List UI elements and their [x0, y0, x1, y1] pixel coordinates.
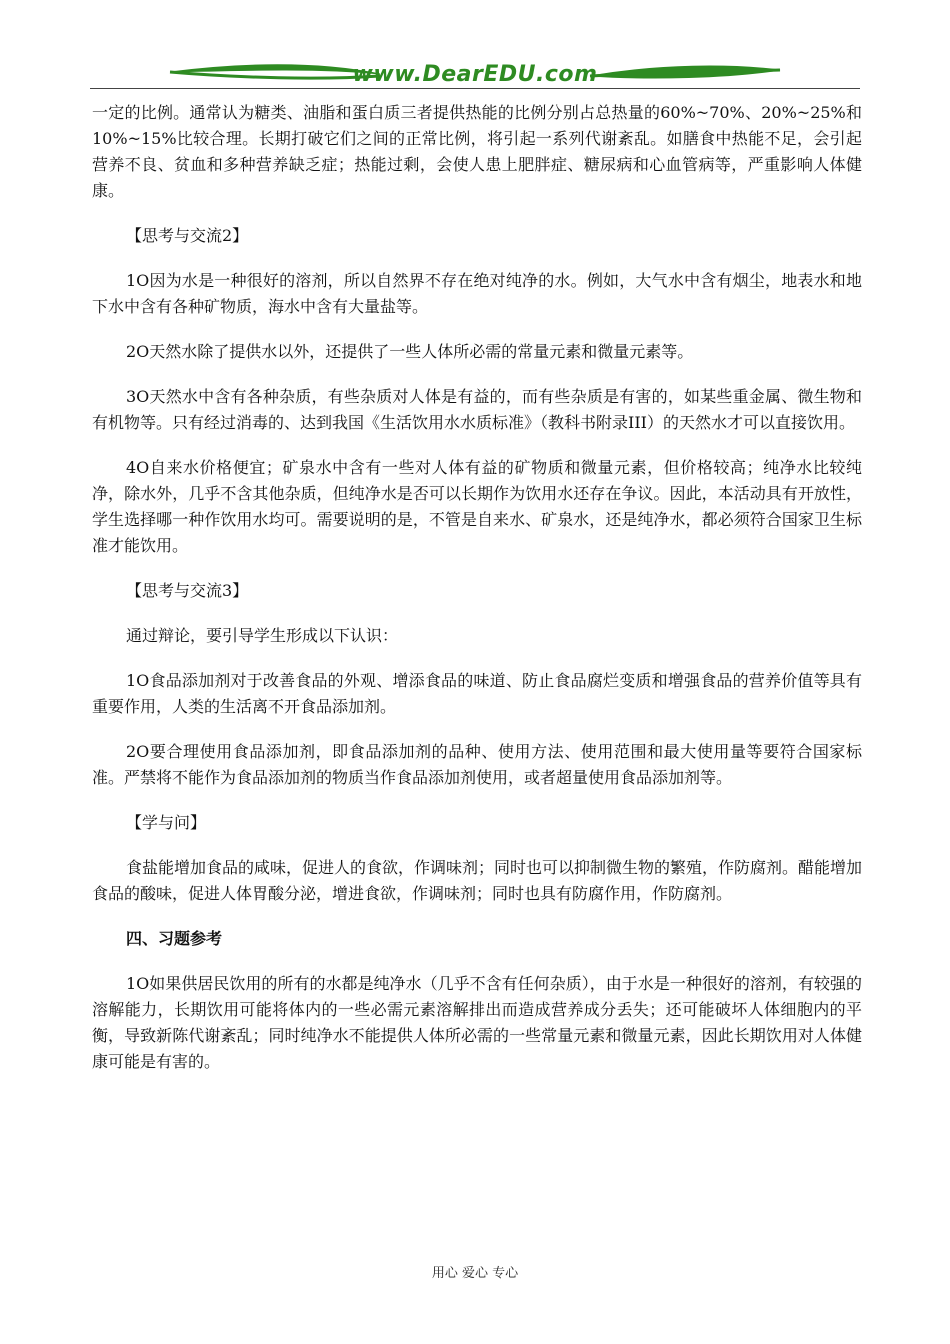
paragraph-item-2b: 2O要合理使用食品添加剂，即食品添加剂的品种、使用方法、使用范围和最大使用量等要符合国家标准。严禁将不能作为食品添加剂的物质当作食品添加剂使用，或者超量使用食品添加剂等。 — [92, 742, 862, 787]
section-label-learn-ask: 【学与问】 — [126, 813, 207, 832]
paragraph-item-1b: 1O食品添加剂对于改善食品的外观、增添食品的味道、防止食品腐烂变质和增强食品的营养价值等具有重要作用，人类的生活离不开食品添加剂。 — [92, 671, 862, 716]
paragraph-intro: 通过辩论，要引导学生形成以下认识： — [126, 626, 399, 645]
site-banner — [90, 58, 860, 92]
paragraph-exercise-1: 1O如果供居民饮用的所有的水都是纯净水（几乎不含有任何杂质），由于水是一种很好的溶剂，有较强的溶解能力，长期饮用可能将体内的一些必需元素溶解排出而造成营养成分丢失；还可能破坏人体细胞内的平衡，导致新陈代谢紊乱；同时纯净水不能提供人体所必需的一些常量元素和微量元素，因此长期饮用对人体健康可能是有害的。 — [92, 974, 862, 1071]
paragraph-item-2: 2O天然水除了提供水以外，还提供了一些人体所必需的常量元素和微量元素等。 — [126, 342, 694, 361]
document-body — [92, 100, 862, 1094]
section-label-think-3: 【思考与交流3】 — [126, 581, 249, 600]
paragraph-item-1: 1O因为水是一种很好的溶剂，所以自然界不存在绝对纯净的水。例如，大气水中含有烟尘，地表水和地下水中含有各种矿物质，海水中含有大量盐等。 — [92, 271, 862, 316]
page-footer: 用心 爱心 专心 — [431, 1266, 519, 1281]
section-label-think-2: 【思考与交流2】 — [126, 226, 249, 245]
paragraph-item-3: 3O天然水中含有各种杂质，有些杂质对人体是有益的，而有些杂质是有害的，如某些重金属、微生物和有机物等。只有经过消毒的、达到我国《生活饮用水水质标准》（教科书附录III）的天然水才可以直接饮用。 — [92, 387, 862, 432]
paragraph-salt-vinegar: 食盐能增加食品的咸味，促进人的食欲，作调味剂；同时也可以抑制微生物的繁殖，作防腐剂。醋能增加食品的酸味，促进人体胃酸分泌，增进食欲，作调味剂；同时也具有防腐作用，作防腐剂。 — [92, 858, 863, 903]
site-url: www.DearEDU.com — [352, 62, 598, 87]
paragraph-item-4: 4O自来水价格便宜；矿泉水中含有一些对人体有益的矿物质和微量元素，但价格较高；纯净水比较纯净，除水外，几乎不含其他杂质，但纯净水是否可以长期作为饮用水还存在争议。因此，本活动具有开放性，学生选择哪一种作饮用水均可。需要说明的是，不管是自来水、矿泉水，还是纯净水，都必须符合国家卫生标准才能饮用。 — [92, 458, 862, 555]
header-divider — [90, 88, 860, 89]
paragraph-continuation: 一定的比例。通常认为糖类、油脂和蛋白质三者提供热能的比例分别占总热量的60%~70%、20%~25%和10%~15%比较合理。长期打破它们之间的正常比例，将引起一系列代谢紊乱。如膳食中热能不足，会引起营养不良、贫血和多种营养缺乏症；热能过剩，会使人患上肥胖症、糖尿病和心血管病等，严重影响人体健康。 — [92, 103, 862, 200]
section-heading-exercises: 四、习题参考 — [126, 929, 223, 948]
